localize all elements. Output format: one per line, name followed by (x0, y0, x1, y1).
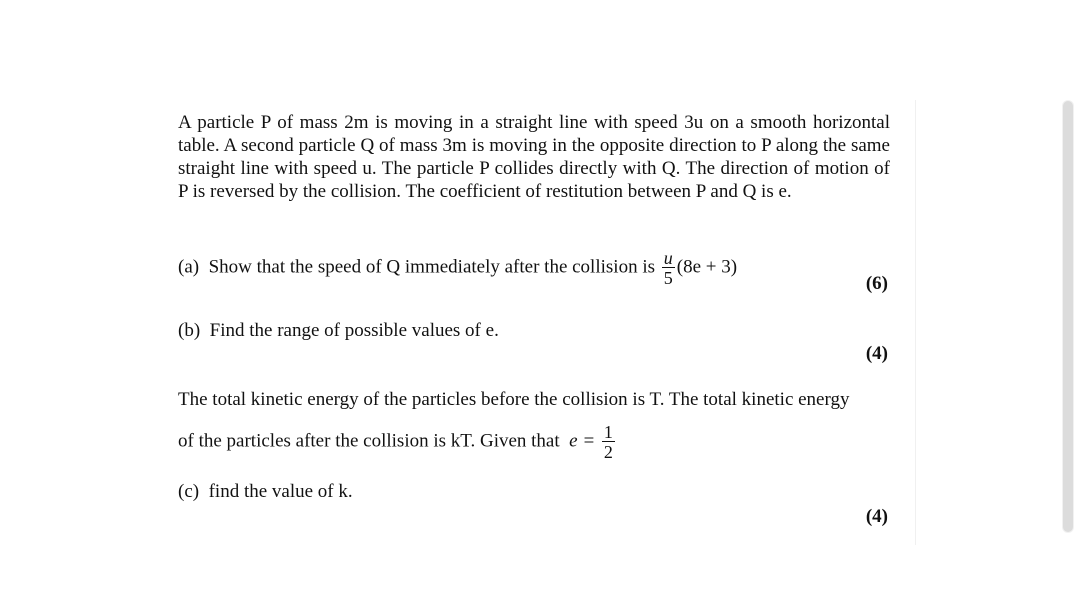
part-a-text: Show that the speed of Q immediately after the collision is (208, 256, 655, 278)
scrollbar-thumb[interactable] (1063, 101, 1073, 532)
part-c-marks: (4) (865, 506, 888, 527)
context-fraction (602, 423, 615, 461)
part-b-text: Find the range of possible values of e. (209, 320, 499, 341)
part-a-expression: (8e + 3) (676, 256, 738, 278)
context-text: of the particles after the collision is kT. Given that (178, 430, 560, 452)
problem-intro: A particle P of mass 2m is moving in a straight line with speed 3u on a smooth horizontal table. A second particle Q of mass 3m is moving in the opposite direction to P along the same straight line with speed u. The particle P collides directly with Q. The direction of motion of P is reversed by the collision. The coefficient of restitution between P and Q is e. (178, 112, 890, 202)
part-a-question (178, 249, 737, 287)
part-a-fraction-denominator: 5 (663, 268, 673, 288)
part-b-label: (b) (178, 320, 201, 341)
part-a-fraction (662, 249, 675, 287)
context-fraction-denominator: 2 (603, 442, 613, 462)
part-c-label: (c) (178, 481, 200, 502)
part-c-text: find the value of k. (208, 481, 353, 502)
part-a-label: (a) (178, 256, 200, 278)
part-b-question (178, 319, 499, 342)
context-fraction-numerator: 1 (603, 422, 613, 442)
context-line-2 (178, 423, 617, 461)
part-b-marks: (4) (865, 343, 888, 364)
context-equation-lhs: e = (569, 430, 596, 452)
part-c-question (178, 480, 353, 503)
part-a-fraction-numerator: u (663, 248, 673, 268)
context-line-1: The total kinetic energy of the particles before the collision is T. The total kinetic energy (178, 389, 850, 410)
part-a-marks: (6) (865, 273, 888, 294)
page-edge-divider (915, 100, 916, 545)
